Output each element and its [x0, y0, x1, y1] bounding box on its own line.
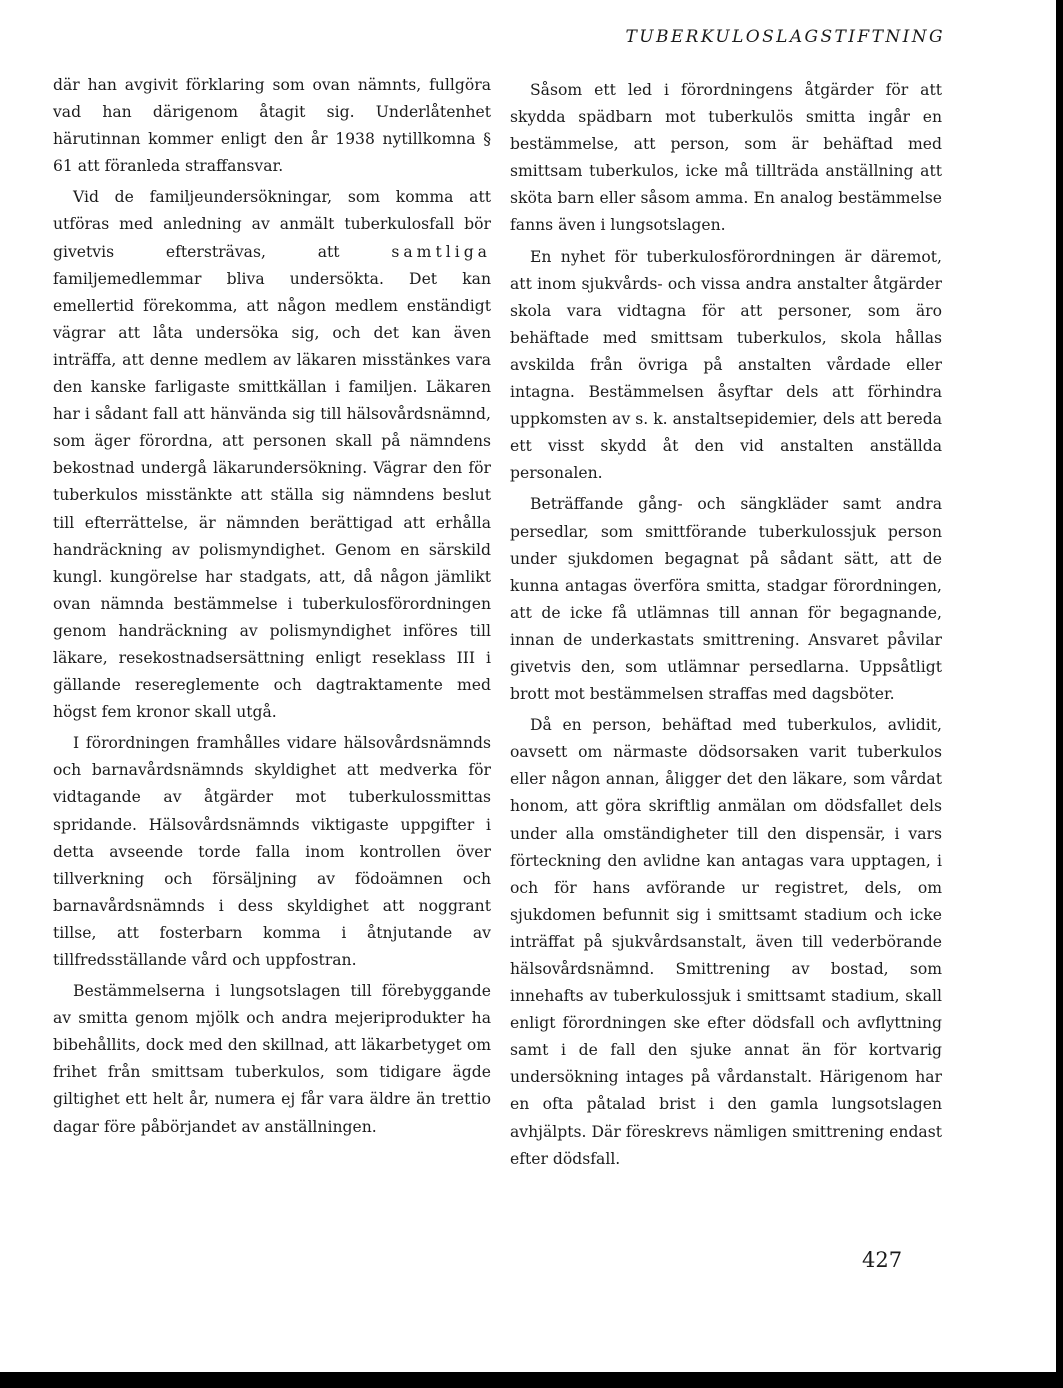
left-paragraph-4: Bestämmelserna i lungsotslagen till förebyggande av smitta genom mjölk och andra mejeriprodukter ha bibehållits, dock med den skillnad, att läkarbetyget om frihet från smittsam tuberkulos, som tidigare ägde giltighet ett helt år, numera ej får vara äldre än trettio dagar före påbörjandet av anställningen.	[53, 982, 491, 1136]
left-paragraph-2-text-b: familjemedlemmar bliva undersökta. Det kan emellertid förekomma, att någon medlem enständigt vägrar att låta undersöka sig, och det kan även inträffa, att denne medlem av läkaren misstänkes vara den kanske farligaste smittkällan i familjen. Läkaren har i sådant fall att hänvända sig till hälsovårdsnämnd, som äger förordna, att personen skall på nämndens bekostnad undergå läkarundersökning. Vägrar den för tuberkulos misstänkte att ställa sig nämndens beslut till efterrättelse, är nämnden berättigad att erhålla handräckning av polismyndighet. Genom en särskild kungl. kungörelse har stadgats, att, då någon jämlikt ovan nämnda bestämmelse i tuberkulosförordningen genom handräckning av polismyndighet införes till läkare, resekostnadsersättning enligt reseklass III i gällande resereglemente och dagtraktamente med högst fem kronor skall utgå.	[53, 269, 491, 722]
left-paragraph-3: I förordningen framhålles vidare hälsovårdsnämnds och barnavårdsnämnds skyldighet att medverka för vidtagande av åtgärder mot tuberkulossmittas spridande. Hälsovårdsnämnds viktigaste uppgifter i detta avseende torde falla inom kontrollen över tillverkning och försäljning av födoämnen och barnavårdsnämnds i dess skyldighet att noggrant tillse, att fosterbarn komma i åtnjutande av tillfredsställande vård och uppfostran.	[53, 734, 491, 969]
page-number: 427	[862, 1248, 903, 1272]
left-paragraph-2-text-a: Vid de familjeundersökningar, som komma att utföras med anledning av anmält tuberkulosfall bör givetvis eftersträvas, att	[53, 188, 491, 261]
left-paragraph-2	[53, 184, 491, 726]
left-paragraph-1: där han avgivit förklaring som ovan nämnts, fullgöra vad han därigenom åtagit sig. Underlåtenhet härutinnan kommer enligt den år 1938 nytillkomna § 61 att föranleda straffansvar.	[53, 76, 491, 176]
left-column	[53, 72, 491, 1145]
right-paragraph-4: Då en person, behäftad med tuberkulos, avlidit, oavsett om närmaste dödsorsaken varit tuberkulos eller någon annan, åligger det den läkare, som vårdat honom, att göra skriftlig anmälan om dödsfallet dels under alla omständigheter till den dispensär, i vars förteckning den avlidne kan antagas vara upptagen, i och för hans avförande ur registret, dels, om sjukdomen befunnit sig i smittsamt stadium och icke inträffat på sjukvårdsanstalt, även till vederbörande hälsovårdsnämnd. Smittrening av bostad, som innehafts av tuberkulossjuk i smittsamt stadium, skall enligt förordningen ske efter dödsfall och avflyttning samt i de fall den sjuke annat än för kortvarig undersökning intages på vårdanstalt. Härigenom har en ofta påtalad brist i den gamla lungsotslagen avhjälpts. Där föreskrevs nämligen smittrening endast efter dödsfall.	[510, 716, 942, 1168]
running-head: TUBERKULOSLAGSTIFTNING	[625, 27, 945, 47]
right-column	[510, 77, 942, 1177]
emphasized-word: samtliga	[391, 242, 491, 261]
right-paragraph-3: Beträffande gång- och sängkläder samt andra persedlar, som smittförande tuberkulossjuk person under sjukdomen begagnat på sådant sätt, att de kunna antagas överföra smitta, stadgar förordningen, att de icke få utlämnas till annan för begagnande, innan de underkastats smittrening. Ansvaret påvilar givetvis den, som utlämnar persedlarna. Uppsåtligt brott mot bestämmelsen straffas med dagsböter.	[510, 495, 942, 704]
right-paragraph-2: En nyhet för tuberkulosförordningen är däremot, att inom sjukvårds- och vissa andra anstalter åtgärder skola vara vidtagna för att personer, som äro behäftade med smittsam tuberkulos, skola hållas avskilda från övriga på anstalten vårdade eller intagna. Bestämmelsen åsyftar dels att förhindra uppkomsten av s. k. anstaltsepidemier, dels att bereda ett visst skydd åt den vid anstalten anställda personalen.	[510, 247, 942, 483]
right-paragraph-1: Såsom ett led i förordningens åtgärder för att skydda spädbarn mot tuberkulös smitta ingår en bestämmelse, att person, som är behäftad med smittsam tuberkulos, icke må tillträda anställning att sköta barn eller såsom amma. En analog bestämmelse fanns även i lungsotslagen.	[510, 81, 942, 235]
